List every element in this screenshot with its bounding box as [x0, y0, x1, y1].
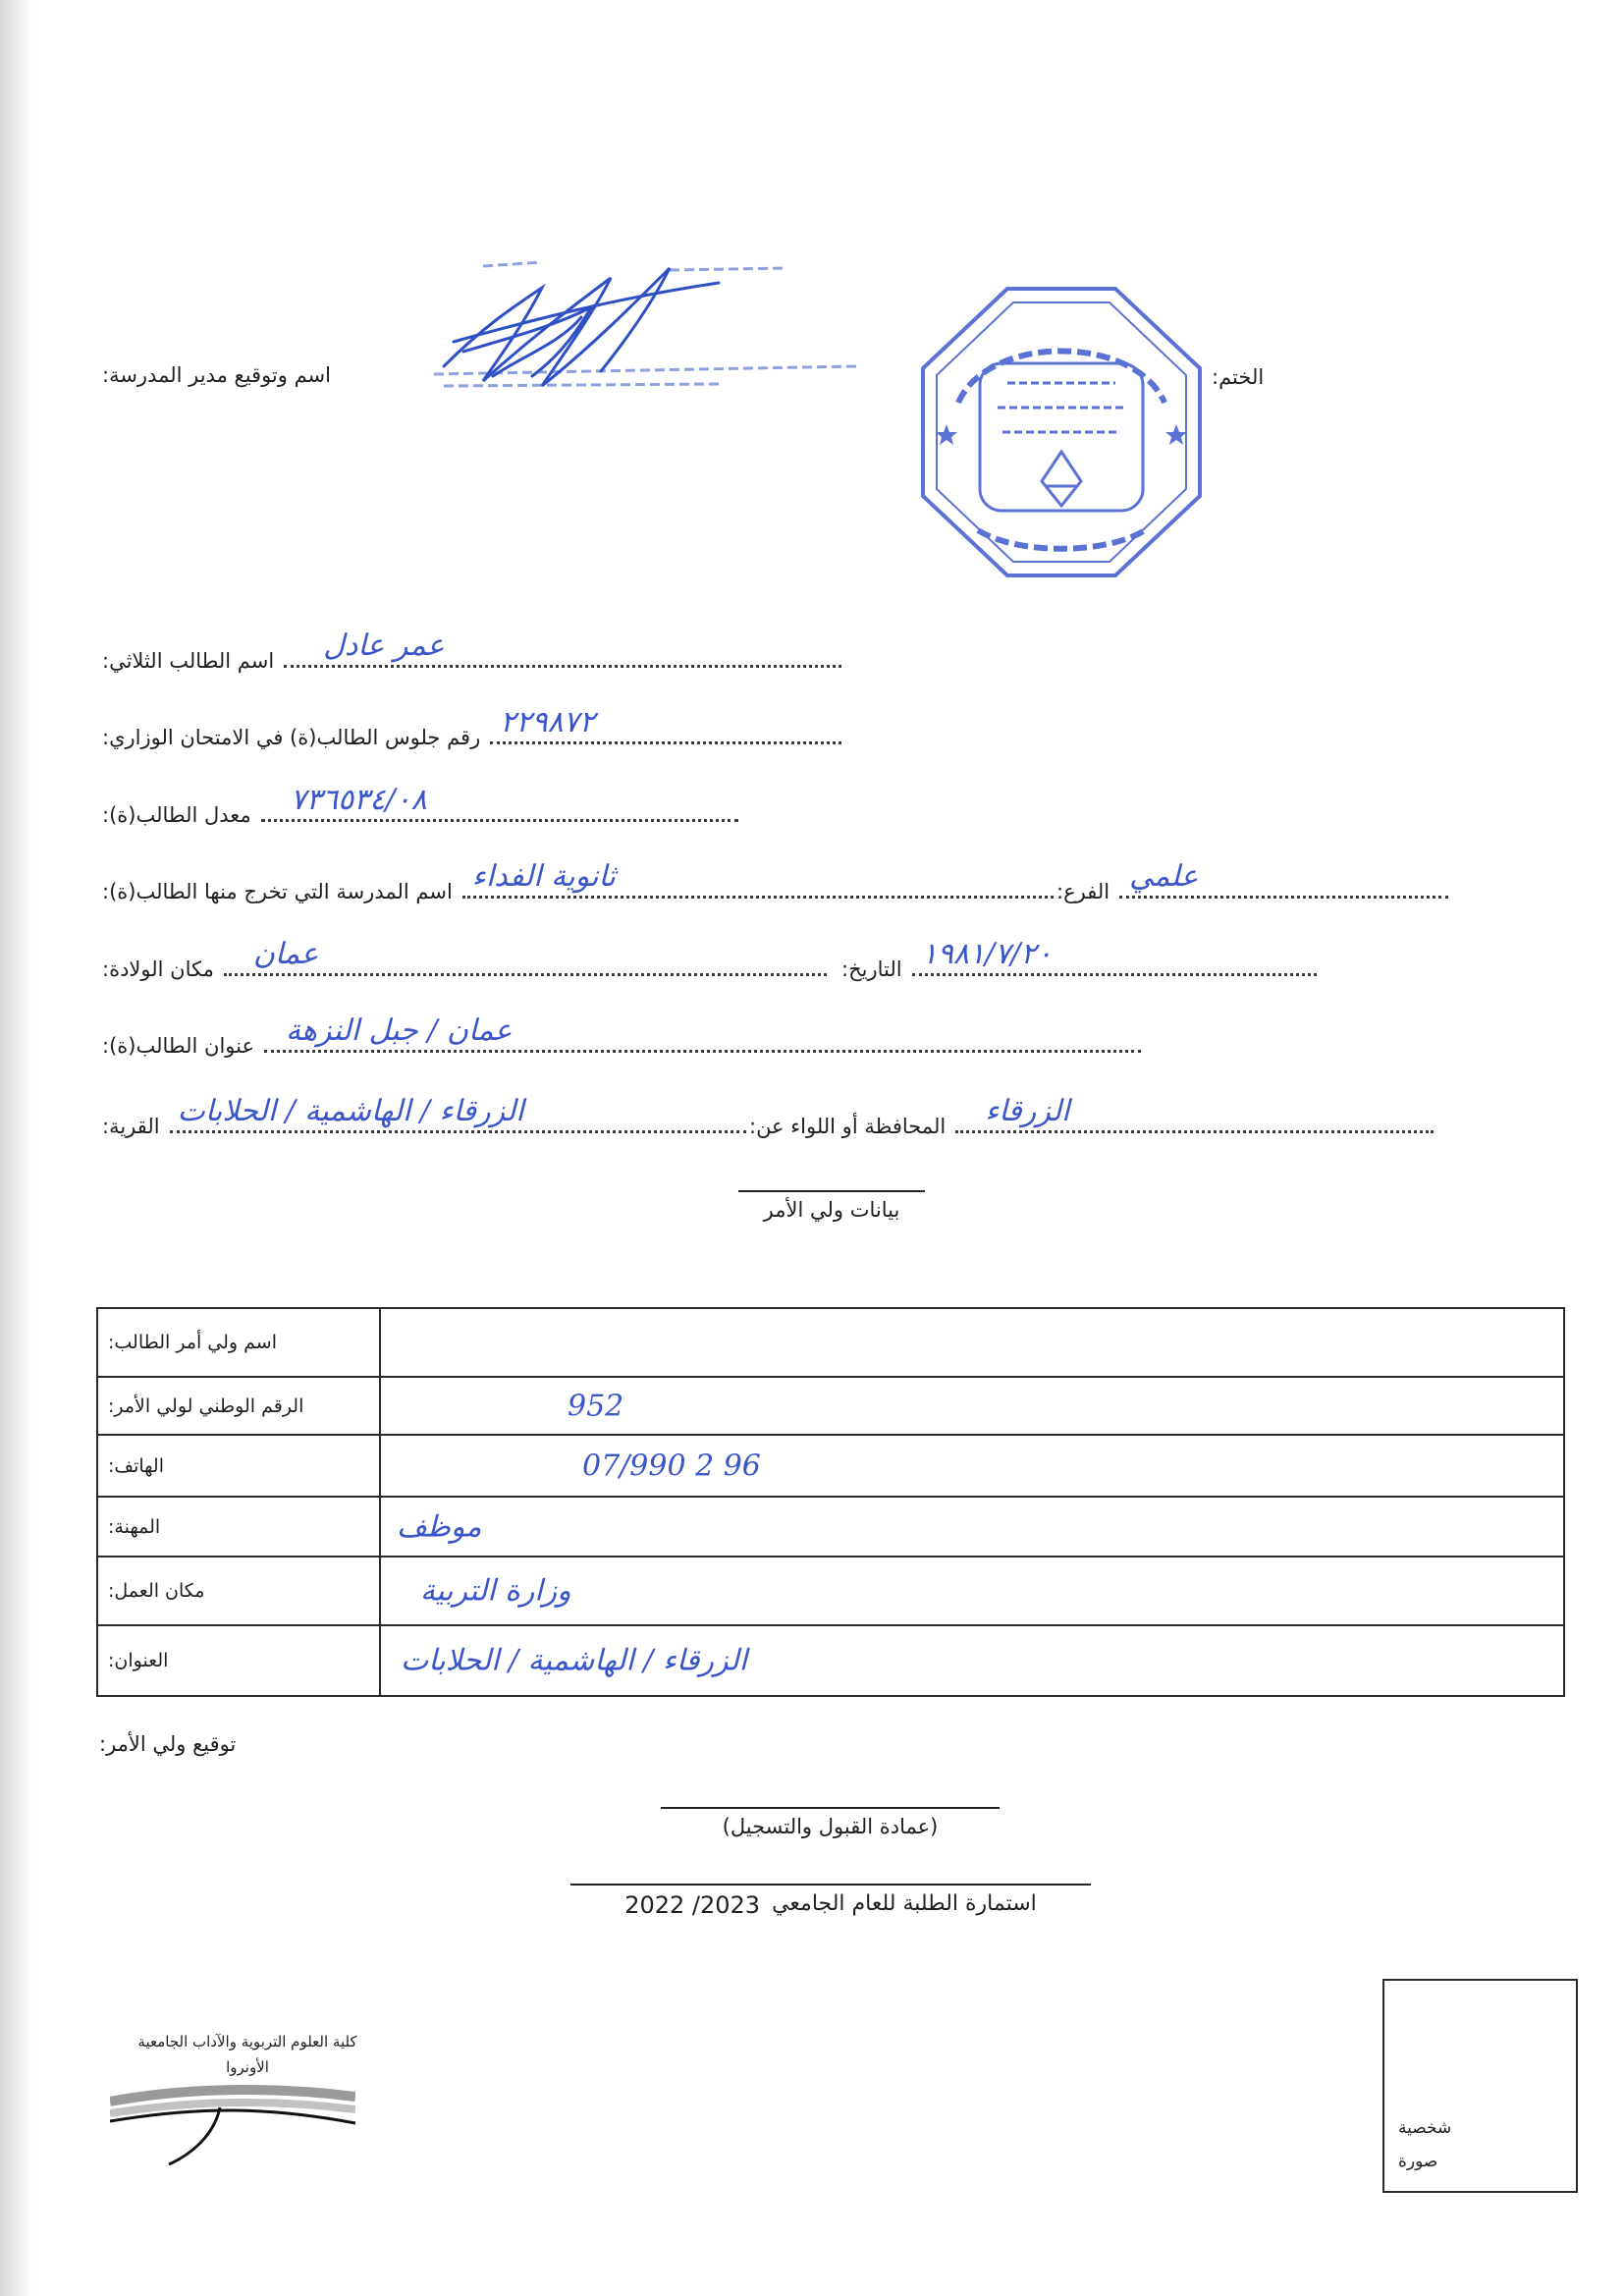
guardian-workplace-label: مكان العمل:: [108, 1580, 205, 1602]
birthplace-line: [224, 937, 827, 976]
guardian-phone-value: 07/990 2 96: [582, 1449, 761, 1483]
guardian-phone-label: الهاتف:: [108, 1454, 164, 1477]
student-name-value: عمر عادل: [323, 629, 445, 663]
birthdate-label: التاريخ:: [841, 957, 902, 981]
seat-number-row: [102, 705, 841, 750]
student-name-row: [102, 629, 841, 674]
seat-number-label: رقم جلوس الطالب(ة) في الامتحان الوزاري:: [102, 726, 481, 749]
address-row: [102, 1013, 1141, 1059]
table-row: [97, 1557, 1564, 1625]
governorate-line: [955, 1094, 1434, 1133]
school-label: اسم المدرسة التي تخرج منها الطالب(ة):: [102, 880, 453, 903]
table-label-cell: [97, 1625, 380, 1696]
average-value: ٧٣٦٥٣٤/٠٨: [290, 783, 427, 817]
logo-swoosh-icon: [110, 2082, 355, 2165]
logo-line-2: الأونروا: [226, 2058, 269, 2076]
school-row: [102, 859, 1054, 904]
table-label-cell: [97, 1377, 380, 1435]
birthplace-label: مكان الولادة:: [102, 957, 214, 981]
table-value-cell: [380, 1625, 1564, 1696]
principal-signature-label: اسم وتوقيع مدير المدرسة:: [102, 363, 331, 387]
stamp-label: الختم:: [1212, 365, 1265, 389]
table-value-cell: [380, 1497, 1564, 1557]
average-label: معدل الطالب(ة):: [102, 803, 251, 827]
form-title: [570, 1884, 1091, 1919]
admissions-office-title: (عمادة القبول والتسجيل): [661, 1807, 1000, 1838]
table-value-cell: [380, 1308, 1564, 1377]
guardian-heading: بيانات ولي الأمر: [738, 1190, 925, 1222]
guardian-signature-label: توقيع ولي الأمر:: [99, 1732, 237, 1756]
principal-signature: [424, 248, 863, 407]
school-line: [462, 859, 1054, 899]
guardian-job-value: موظف: [397, 1509, 482, 1544]
table-label-cell: [97, 1435, 380, 1497]
birthdate-row: [841, 937, 1317, 982]
birthdate-value: ١٩٨١/٧/٢٠: [921, 937, 1053, 971]
stamp-stars: [936, 424, 1187, 445]
guardian-job-label: المهنة:: [108, 1515, 161, 1538]
address-value: عمان / جبل النزهة: [286, 1013, 513, 1048]
photo-box-line-2: صورة: [1398, 2152, 1438, 2171]
school-value: ثانوية الفداء: [471, 859, 616, 894]
table-value-cell: [380, 1435, 1564, 1497]
table-row: [97, 1435, 1564, 1497]
address-line: [264, 1013, 1141, 1053]
guardian-address-value: الزرقاء / الهاشمية / الحلابات: [401, 1643, 747, 1678]
table-value-cell: [380, 1557, 1564, 1625]
school-stamp: [919, 285, 1204, 579]
governorate-label: المحافظة أو اللواء عن:: [749, 1115, 947, 1138]
form-title-text: استمارة الطلبة للعام الجامعي: [772, 1891, 1037, 1916]
table-row: [97, 1308, 1564, 1377]
branch-value: علمي: [1129, 859, 1199, 894]
birthplace-row: [102, 937, 827, 982]
table-row: [97, 1625, 1564, 1696]
guardian-id-value: 952: [568, 1389, 624, 1423]
logo-line-1: كلية العلوم التربوية والآداب الجامعية: [137, 2033, 357, 2050]
guardian-table: [96, 1307, 1565, 1697]
birthplace-value: عمان: [252, 937, 319, 971]
photo-box-line-1: شخصية: [1398, 2118, 1452, 2138]
branch-label: الفرع:: [1056, 880, 1110, 903]
guardian-workplace-value: وزارة التربية: [420, 1573, 571, 1609]
village-line: [170, 1094, 746, 1133]
birthdate-line: [912, 937, 1317, 976]
seat-number-value: ٢٢٩٨٧٢: [500, 705, 595, 739]
table-label-cell: [97, 1557, 380, 1625]
student-name-label: اسم الطالب الثلاثي:: [102, 649, 275, 673]
branch-line: [1119, 859, 1448, 899]
address-label: عنوان الطالب(ة):: [102, 1034, 254, 1058]
guardian-id-label: الرقم الوطني لولي الأمر:: [108, 1394, 304, 1417]
average-line: [261, 783, 738, 822]
institution-logo: [110, 2033, 385, 2165]
guardian-address-label: العنوان:: [108, 1650, 169, 1671]
guardian-name-label: اسم ولي أمر الطالب:: [108, 1332, 277, 1353]
table-label-cell: [97, 1308, 380, 1377]
village-value: الزرقاء / الهاشمية / الحلابات: [177, 1094, 524, 1128]
table-label-cell: [97, 1497, 380, 1557]
table-value-cell: [380, 1377, 1564, 1435]
governorate-value: الزرقاء: [985, 1094, 1070, 1128]
scan-edge-shadow: [0, 0, 33, 2296]
seat-number-line: [490, 705, 841, 744]
academic-year: 2022 /2023: [624, 1891, 761, 1919]
governorate-row: [749, 1094, 1434, 1139]
village-row: [102, 1094, 746, 1139]
average-row: [102, 783, 738, 828]
student-name-line: [284, 629, 841, 668]
table-row: [97, 1497, 1564, 1557]
village-label: القرية:: [102, 1115, 160, 1138]
personal-photo-box: [1382, 1979, 1578, 2193]
branch-row: [1056, 859, 1448, 904]
table-row: [97, 1377, 1564, 1435]
